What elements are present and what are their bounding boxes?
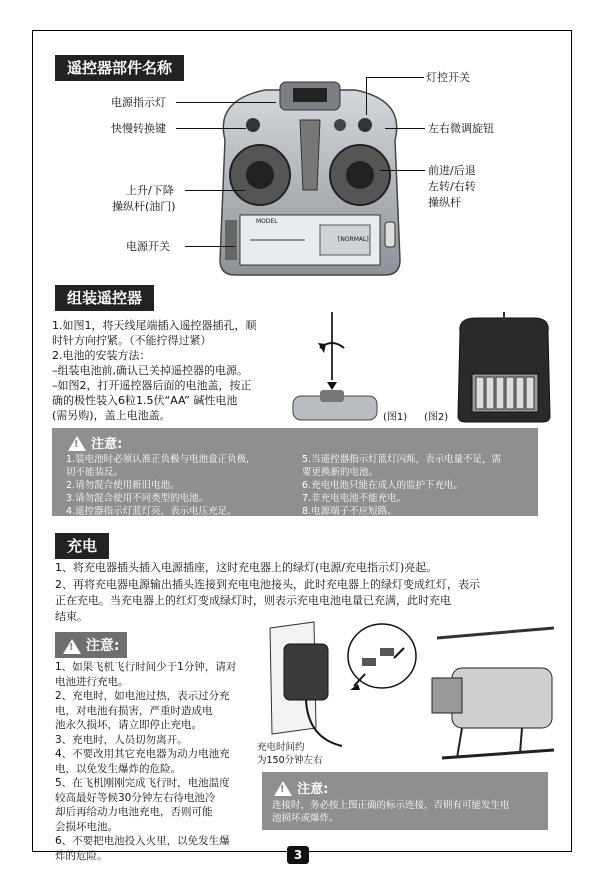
page-number: 3 xyxy=(287,846,309,864)
figure-2-battery-illustration xyxy=(450,312,558,424)
notice-battery-left-list xyxy=(66,453,249,518)
warning-item: 会损坏电池。 xyxy=(55,820,118,833)
callout-direction-3: 操纵杆 xyxy=(428,196,461,209)
leader-line xyxy=(366,77,367,115)
notice-item: 1.装电池时必须认准正负极与电池盒正负极, xyxy=(66,454,250,465)
notice-item: 6.充电电池只能在成人的监护下充电。 xyxy=(302,480,464,491)
leader-line xyxy=(385,128,425,129)
notice-item: 2.请勿混合使用新旧电池。 xyxy=(66,480,180,491)
charge-warning-header xyxy=(55,632,127,658)
callout-throttle-2: 操纵杆(油门) xyxy=(112,200,176,213)
warning-item: 炸的危险。 xyxy=(55,849,108,862)
charge-line-2: 2、再将充电器电源输出插头连接到充电电池接头，此时充电器上的绿灯变成红灯，表示 xyxy=(55,578,480,591)
charge-line-4: 结束。 xyxy=(55,610,88,623)
callout-power-indicator: 电源指示灯 xyxy=(111,96,166,109)
charger-helicopter-illustration xyxy=(262,618,554,768)
warning-icon: ! xyxy=(274,781,292,796)
warning-item: 电，对电池有损害，严重时造成电 xyxy=(55,704,213,717)
notice-item: 4.遥控器指示灯蓝灯亮，表示电压充足。 xyxy=(66,506,237,517)
callout-trim-knob: 左右微调旋钮 xyxy=(428,122,494,135)
callout-speed-switch: 快慢转换键 xyxy=(111,122,166,135)
charge-warning-list xyxy=(55,660,236,863)
warning-item: 较高最好等候30分钟左右待电池冷 xyxy=(55,791,216,804)
callout-power-switch: 电源开关 xyxy=(126,240,170,253)
figure-1-antenna-illustration xyxy=(290,310,380,422)
leader-line xyxy=(366,77,424,78)
warning-item: 4、不要改用其它充电器为动力电池充 xyxy=(55,748,230,760)
notice-battery-right-list xyxy=(302,453,501,518)
warning-item: 池永久损坏，请立即停止充电。 xyxy=(55,719,202,731)
assemble-line-4: –组装电池前,确认已关掉遥控器的电源。 xyxy=(52,364,248,377)
warning-item: 却后再给动力电池充电，否则可能 xyxy=(55,806,213,818)
charge-line-3: 正在充电。当充电器上的红灯变成绿灯时，则表示充电电池电量已充满，此时充电 xyxy=(55,594,451,607)
notice-item: 池损坏或爆炸。 xyxy=(272,813,339,824)
lcd-normal-label: [NORMAL] xyxy=(338,236,369,243)
figure-1-label: (图1) xyxy=(383,412,408,423)
notice-connection-text xyxy=(272,799,510,825)
leader-line xyxy=(176,128,246,129)
callout-direction-2: 左转/右转 xyxy=(428,180,476,193)
notice-item: 要更换新的电池。 xyxy=(302,467,379,478)
section-title-charge: 充电 xyxy=(55,533,109,559)
notice-item: 7.非充电电池不能充电。 xyxy=(302,493,407,504)
charge-time-line-1: 充电时间约 xyxy=(257,742,305,753)
warning-icon: ! xyxy=(68,436,86,451)
leader-line xyxy=(185,190,245,191)
leader-line xyxy=(380,170,425,171)
warning-item: 5、在飞机刚刚完成飞行时，电池温度 xyxy=(55,777,230,789)
section-title-remote-parts: 遥控器部件名称 xyxy=(55,55,184,81)
notice-item: 8.电源端子不应短路。 xyxy=(302,506,397,517)
leader-line xyxy=(176,102,276,103)
warning-item: 电，以免发生爆炸的危险。 xyxy=(55,762,181,775)
notice-item: 连接时，务必按上图正确的标示连接，否则有可能发生电 xyxy=(272,800,510,811)
charge-warning-title: 注意: xyxy=(85,638,120,654)
warning-item: 1、如果飞机飞行时间少于1分钟，请对 xyxy=(55,661,237,673)
figure-2-label: (图2) xyxy=(424,412,449,423)
notice-item: 切不能装反。 xyxy=(66,467,124,478)
warning-item: 6、不要把电池投入火里，以免发生爆 xyxy=(55,835,230,847)
callout-throttle-1: 上升/下降 xyxy=(126,184,174,197)
warning-icon: ! xyxy=(63,639,81,654)
lcd-model-label: MODEL xyxy=(256,218,278,225)
assemble-line-6: 确的极性装入6粒1.5伏“AA” 碱性电池 xyxy=(52,394,238,407)
assemble-line-5: –如图2，打开遥控器后面的电池盖，按正 xyxy=(52,379,252,392)
notice-connection-title: 注意: xyxy=(297,782,329,797)
assemble-line-7: (需另购)，盖上电池盖。 xyxy=(52,409,171,422)
warning-item: 2、充电时，如电池过热，表示过分充 xyxy=(55,690,230,702)
notice-battery-header xyxy=(68,433,122,452)
callout-light-switch: 灯控开关 xyxy=(426,71,470,84)
warning-item: 3、充电时，人员切勿离开。 xyxy=(55,733,188,746)
assemble-line-1: 1.如图1，将天线尾端插入遥控器插孔，顺 xyxy=(52,319,257,332)
assemble-line-3: 2.电池的安装方法： xyxy=(52,349,151,362)
notice-connection xyxy=(262,772,548,830)
callout-direction-1: 前进/后退 xyxy=(428,164,476,177)
leader-line xyxy=(185,246,235,247)
charge-time-line-2: 为150分钟左右 xyxy=(257,755,323,766)
charge-line-1: 1、将充电器插头插入电源插座，这时充电器上的绿灯(电源/充电指示灯)亮起。 xyxy=(55,561,438,574)
remote-controller-illustration xyxy=(205,80,415,280)
notice-connection-header xyxy=(274,778,328,797)
notice-battery xyxy=(52,428,538,516)
section-title-assemble: 组装遥控器 xyxy=(55,285,154,311)
assemble-line-2: 时针方向拧紧。（不能拧得过紧） xyxy=(52,334,212,347)
notice-battery-title: 注意: xyxy=(91,437,123,452)
warning-item: 电池进行充电。 xyxy=(55,675,129,688)
notice-item: 3.请勿混合使用不同类型的电池。 xyxy=(66,493,209,504)
notice-item: 5.当遥控器指示灯蓝灯闪烁，表示电量不足，需 xyxy=(302,454,502,465)
